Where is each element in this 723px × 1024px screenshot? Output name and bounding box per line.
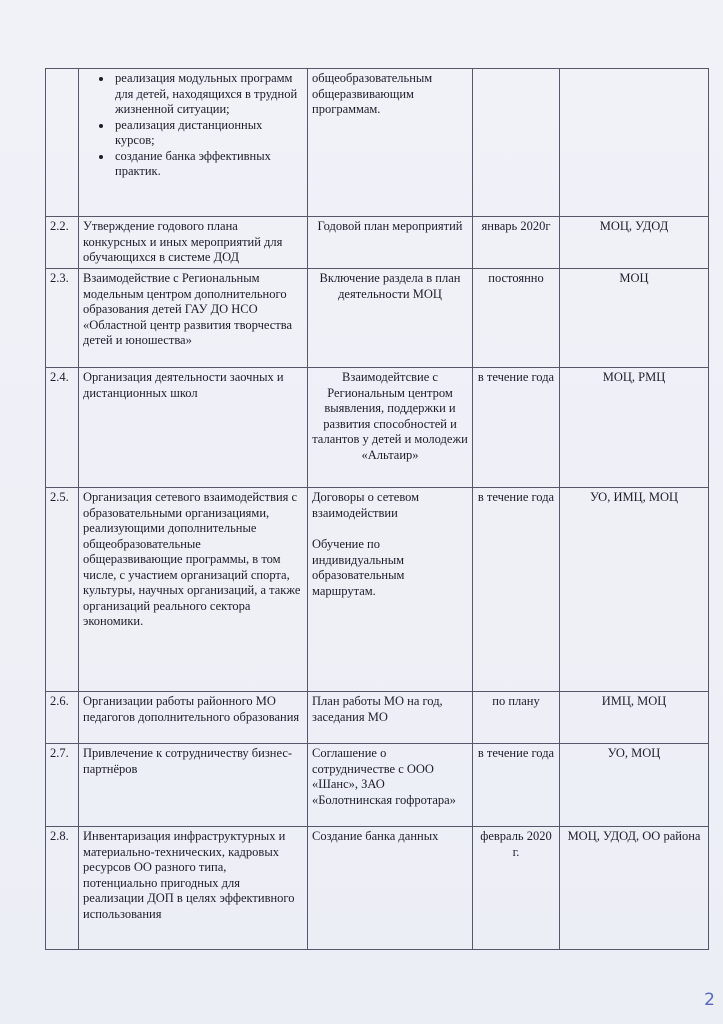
result-cell: Создание банка данных — [308, 827, 473, 950]
responsible-cell: МОЦ, УДОД — [560, 217, 709, 269]
result-cell: План работы МО на год, заседания МО — [308, 692, 473, 744]
deadline-cell: в течение года — [473, 744, 560, 827]
table-row — [46, 269, 709, 368]
deadline-cell: в течение года — [473, 488, 560, 692]
row-number: 2.8. — [46, 827, 79, 950]
deadline-cell: февраль 2020 г. — [473, 827, 560, 950]
table-row — [46, 744, 709, 827]
responsible-cell: УО, МОЦ — [560, 744, 709, 827]
table-row — [46, 488, 709, 692]
table-row — [46, 368, 709, 488]
deadline-cell — [473, 69, 560, 217]
activity-cell: Утверждение годового плана конкурсных и иных мероприятий для обучающихся в системе ДОД — [79, 217, 308, 269]
activity-cell: Организации работы районного МО педагогов дополнительного образования — [79, 692, 308, 744]
row-number — [46, 69, 79, 217]
result-cell — [308, 488, 473, 692]
row-number: 2.7. — [46, 744, 79, 827]
responsible-cell: МОЦ, УДОД, ОО района — [560, 827, 709, 950]
list-item: • реализация модульных программ для детей, находящихся в трудной жизненной ситуации; — [113, 71, 303, 118]
responsible-cell: УО, ИМЦ, МОЦ — [560, 488, 709, 692]
activity-cell: Организация деятельности заочных и дистанционных школ — [79, 368, 308, 488]
responsible-cell: ИМЦ, МОЦ — [560, 692, 709, 744]
table-row — [46, 827, 709, 950]
result-text: Договоры о сетевом взаимодействии — [312, 490, 420, 520]
deadline-cell: январь 2020г — [473, 217, 560, 269]
bullet-list — [83, 71, 303, 180]
responsible-cell: МОЦ — [560, 269, 709, 368]
table-row — [46, 217, 709, 269]
activity-cell: Организация сетевого взаимодействия с образовательными организациями, реализующими дополнительные общеобразовательные общеразвивающие программы, в том числе, с участием организаций спорта, культуры, научных организаций, а также организаций реального сектора экономики. — [79, 488, 308, 692]
row-number: 2.4. — [46, 368, 79, 488]
deadline-cell: в течение года — [473, 368, 560, 488]
result-cell: Соглашение о сотрудничестве с ООО «Шанс», ЗАО «Болотнинская гофротара» — [308, 744, 473, 827]
row-number: 2.2. — [46, 217, 79, 269]
table-row — [46, 692, 709, 744]
page-number: 2 — [704, 990, 715, 1010]
deadline-cell: по плану — [473, 692, 560, 744]
activity-cell — [79, 69, 308, 217]
result-cell: общеобразовательным общеразвивающим программам. — [308, 69, 473, 217]
plan-table — [45, 68, 709, 950]
result-text-secondary: Обучение по индивидуальным образовательным маршрутам. — [312, 537, 405, 598]
activity-cell: Инвентаризация инфраструктурных и материально-технических, кадровых ресурсов ОО разного типа, потенциально пригодных для реализации ДОП в целях эффективного использования — [79, 827, 308, 950]
result-cell: Включение раздела в план деятельности МОЦ — [308, 269, 473, 368]
result-cell: Взаимодейтсвие с Региональным центром выявления, поддержки и развития способностей и талантов у детей и молодежи «Альтаир» — [308, 368, 473, 488]
table-row — [46, 69, 709, 217]
responsible-cell — [560, 69, 709, 217]
row-number: 2.3. — [46, 269, 79, 368]
list-item: • создание банка эффективных практик. — [113, 149, 303, 180]
result-cell: Годовой план мероприятий — [308, 217, 473, 269]
deadline-cell: постоянно — [473, 269, 560, 368]
row-number: 2.6. — [46, 692, 79, 744]
list-item: • реализация дистанционных курсов; — [113, 118, 303, 149]
row-number: 2.5. — [46, 488, 79, 692]
responsible-cell: МОЦ, РМЦ — [560, 368, 709, 488]
activity-cell: Привлечение к сотрудничеству бизнес-партнёров — [79, 744, 308, 827]
activity-cell: Взаимодействие с Региональным модельным центром дополнительного образования детей ГАУ ДО НСО «Областной центр развития творчества детей и юношества» — [79, 269, 308, 368]
